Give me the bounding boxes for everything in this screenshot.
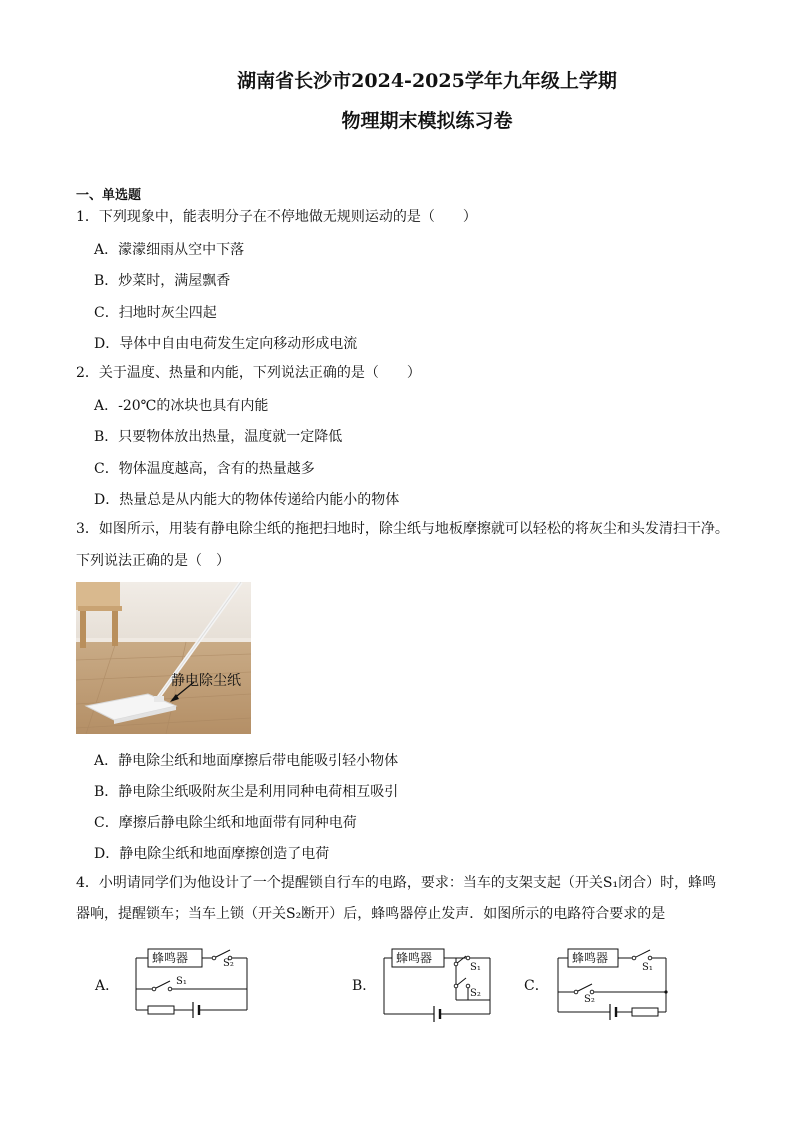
exam-subtitle: 物理期末模拟练习卷	[341, 110, 513, 132]
circuit-c-label: C．	[524, 978, 549, 994]
q1-option-b: B．炒菜时，满屋飘香	[94, 273, 231, 289]
q3-option-d: D．静电除尘纸和地面摩擦创造了电荷	[94, 846, 330, 862]
mop-photo-caption: 静电除尘纸	[171, 673, 241, 689]
question-4-stem: 4．小明请同学们为他设计了一个提醒锁自行车的电路，要求：当车的支架支起（开关S₁闭合）时，蜂鸣	[76, 875, 717, 891]
question-3-stem: 3．如图所示，用装有静电除尘纸的拖把扫地时，除尘纸与地板摩擦就可以轻松的将灰尘和头发清扫干净。	[76, 521, 729, 537]
circuit-c-s1-label: S₁	[642, 962, 653, 973]
circuit-b-s2-label: S₂	[470, 988, 481, 999]
circuit-b-diagram	[380, 942, 496, 1022]
question-2-stem: 2．关于温度、热量和内能，下列说法正确的是（ ）	[76, 365, 421, 381]
q1-option-c: C．扫地时灰尘四起	[94, 305, 217, 321]
circuit-a-s2-label: S₂	[223, 958, 234, 969]
circuit-a-label: A．	[95, 978, 120, 994]
circuit-c-buzzer: 蜂鸣器	[572, 951, 609, 965]
q1-option-d: D．导体中自由电荷发生定向移动形成电流	[94, 336, 358, 352]
q2-option-d: D．热量总是从内能大的物体传递给内能小的物体	[94, 492, 400, 508]
q2-option-b: B．只要物体放出热量，温度就一定降低	[94, 429, 343, 445]
circuit-c-s2-label: S₂	[584, 994, 595, 1005]
question-3-stem-cont: 下列说法正确的是（ ）	[76, 553, 230, 569]
q1-option-a: A．濛濛细雨从空中下落	[94, 242, 245, 258]
circuit-b-s1-label: S₁	[470, 962, 481, 973]
circuit-a-diagram	[130, 942, 255, 1020]
circuit-a-buzzer: 蜂鸣器	[152, 951, 189, 965]
q2-option-a: A．-20℃的冰块也具有内能	[94, 398, 269, 414]
circuit-b-label: B．	[352, 978, 377, 994]
q3-option-c: C．摩擦后静电除尘纸和地面带有同种电荷	[94, 815, 357, 831]
question-1-stem: 1．下列现象中，能表明分子在不停地做无规则运动的是（ ）	[76, 209, 477, 225]
exam-title: 湖南省长沙市2024-2025学年九年级上学期	[237, 70, 617, 92]
circuit-a-s1-label: S₁	[176, 976, 187, 987]
circuit-c-diagram	[552, 942, 672, 1022]
circuit-b-buzzer: 蜂鸣器	[396, 951, 433, 965]
q3-option-b: B．静电除尘纸吸附灰尘是利用同种电荷相互吸引	[94, 784, 399, 800]
section-heading: 一、单选题	[76, 188, 142, 203]
question-4-stem-cont: 器响，提醒锁车；当车上锁（开关S₂断开）后，蜂鸣器停止发声．如图所示的电路符合要求的是	[76, 906, 666, 922]
q3-option-a: A．静电除尘纸和地面摩擦后带电能吸引轻小物体	[94, 753, 399, 769]
mop-photo	[76, 582, 251, 734]
q2-option-c: C．物体温度越高，含有的热量越多	[94, 461, 315, 477]
